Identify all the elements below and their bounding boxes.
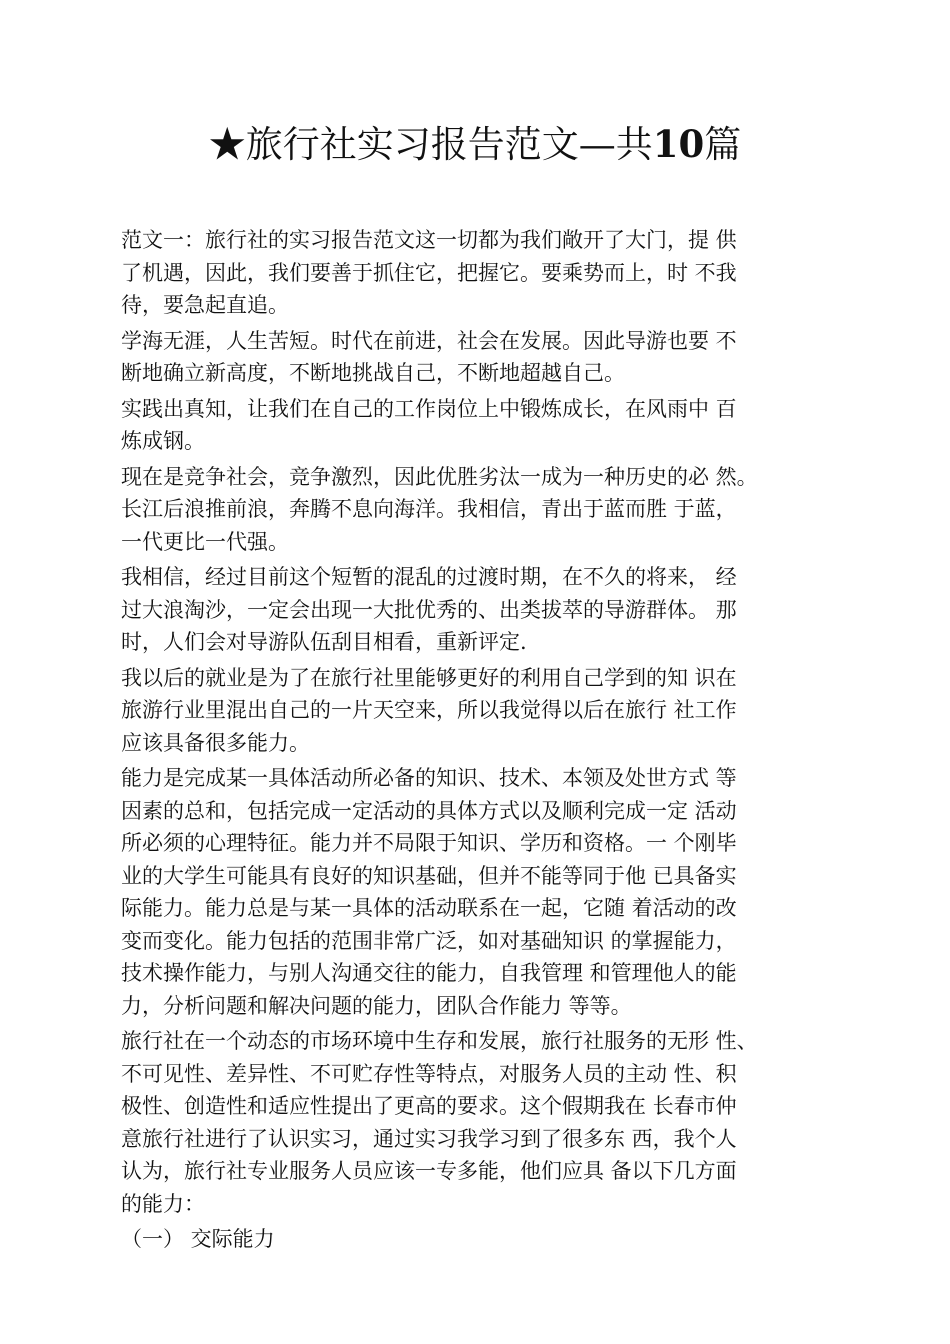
text-line: 业的大学生可能具有良好的知识基础，但并不能等同于他 已具备实 [121,863,737,888]
text-line: 因素的总和，包括完成一定活动的具体方式以及顺利完成一定 活动 [121,798,737,823]
text-line: 认为，旅行社专业服务人员应该一专多能，他们应具 备以下几方面 [121,1159,737,1183]
text-line: 应该具备很多能力。 [121,730,310,755]
title-prefix: ★旅行社实习报告范文—共 [208,123,653,166]
document-title [0,118,950,171]
paragraph-8 [121,1025,839,1220]
text-line: 学海无涯，人生苦短。时代在前进，社会在发展。因此导游也要 不 [121,328,737,353]
text-line: 时，人们会对导游队伍刮目相看，重新评定. [121,630,527,654]
paragraph-4 [121,461,839,559]
text-line: 极性、创造性和适应性提出了更高的要求。这个假期我在 长春市仲 [121,1094,737,1118]
text-line: 一代更比一代强。 [121,529,289,554]
text-line: 不可见性、差异性、不可贮存性等特点，对服务人员的主动 性、积 [121,1061,737,1086]
paragraph-2 [121,325,839,390]
title-suffix: 篇 [704,123,742,166]
text-line: 长江后浪推前浪，奔腾不息向海洋。我相信，青出于蓝而胜 于蓝， [121,497,737,521]
text-line: 变而变化。能力包括的范围非常广泛，如对基础知识 的掌握能力， [121,928,737,953]
text-line: 断地确立新高度，不断地挑战自己，不断地超越自己。 [121,361,625,385]
text-line: 所必须的心理特征。能力并不局限于知识、学历和资格。一 个刚毕 [121,831,737,855]
paragraph-6 [121,662,839,760]
text-line: 我以后的就业是为了在旅行社里能够更好的利用自己学到的知 识在 [121,665,737,690]
text-line: 范文一：旅行社的实习报告范文这一切都为我们敞开了大门，提 供 [121,228,737,252]
text-line: 的能力： [121,1191,205,1216]
text-line: 力，分析问题和解决问题的能力，团队合作能力 等等。 [121,993,632,1018]
section-heading: （一） 交际能力 [121,1227,275,1251]
text-line: 炼成钢。 [121,429,205,453]
text-line: 待，要急起直追。 [121,293,289,317]
text-line: 现在是竞争社会，竞争激烈，因此优胜劣汰一成为一种历史的必 然。 [121,464,758,489]
text-line: 旅游行业里混出自己的一片天空来，所以我觉得以后在旅行 社工作 [121,698,737,722]
paragraph-7 [121,762,839,1022]
title-number: 10 [652,122,705,166]
paragraph-1 [121,224,839,322]
text-line: 际能力。能力总是与某一具体的活动联系在一起，它随 着活动的改 [121,896,737,920]
text-line: 意旅行社进行了认识实习，通过实习我学习到了很多东 西，我个人 [121,1126,737,1151]
text-line: 过大浪淘沙，一定会出现一大批优秀的、出类拔萃的导游群体。 那 [121,597,737,622]
text-line: 技术操作能力，与别人沟通交往的能力，自我管理 和管理他人的能 [121,961,737,985]
paragraph-3 [121,393,839,458]
text-line: 旅行社在一个动态的市场环境中生存和发展，旅行社服务的无形 性、 [121,1029,758,1053]
paragraph-5 [121,561,839,659]
text-line: 实践出真知，让我们在自己的工作岗位上中锻炼成长，在风雨中 百 [121,396,737,421]
text-line: 我相信，经过目前这个短暂的混乱的过渡时期，在不久的将来， 经 [121,565,737,589]
document-body [121,224,839,1256]
text-line: 了机遇，因此，我们要善于抓住它，把握它。要乘势而上，时 不我 [121,260,737,285]
text-line: 能力是完成某一具体活动所必备的知识、技术、本领及处世方式 等 [121,766,737,790]
